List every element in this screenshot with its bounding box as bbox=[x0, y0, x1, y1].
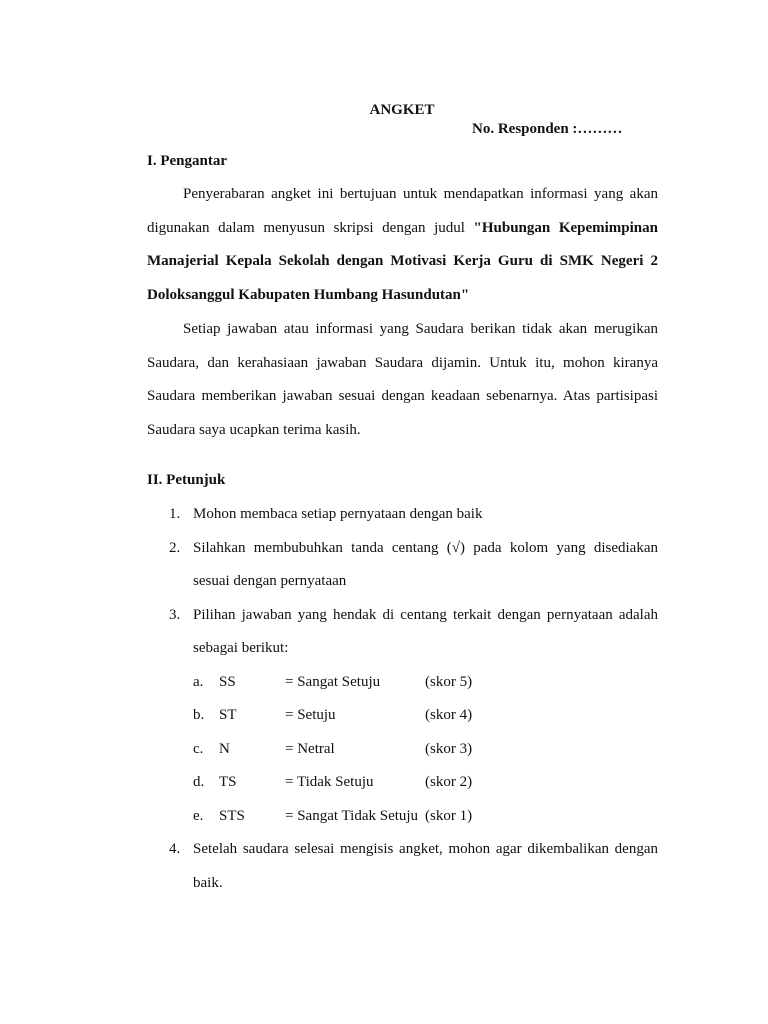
answer-option bbox=[193, 733, 658, 767]
list-item-text: Setelah saudara selesai mengisis angket, mohon agar dikembalikan dengan baik. bbox=[193, 841, 658, 891]
thesis-title: "Hubungan Kepemimpinan Manajerial Kepala Sekolah dengan Motivasi Kerja Guru di SMK Negeri 2 Doloksanggul Kabupaten Humbang Hasundutan" bbox=[147, 219, 658, 303]
list-item bbox=[147, 498, 658, 532]
option-code: ST bbox=[219, 707, 237, 723]
option-score: (skor 2) bbox=[425, 774, 473, 790]
option-letter: a. bbox=[193, 673, 204, 690]
list-item bbox=[147, 833, 658, 900]
option-letter: d. bbox=[193, 774, 205, 790]
list-item bbox=[147, 532, 658, 599]
answer-option bbox=[193, 766, 658, 800]
instruction-list bbox=[147, 498, 658, 900]
intro-text: Penyerabaran angket ini bertujuan untuk mendapatkan informasi yang akan digunakan dalam menyusun skripsi dengan judul bbox=[147, 186, 658, 236]
answer-options bbox=[193, 666, 658, 834]
list-number: 1. bbox=[169, 506, 181, 522]
option-meaning: = Sangat Tidak Setuju bbox=[285, 807, 419, 824]
option-score: (skor 4) bbox=[425, 707, 473, 723]
option-score: (skor 5) bbox=[425, 673, 473, 690]
option-letter: c. bbox=[193, 740, 204, 757]
confidentiality-paragraph: Setiap jawaban atau informasi yang Saudara berikan tidak akan merugikan Saudara, dan kerahasiaan jawaban Saudara dijamin. Untuk itu, mohon kiranya Saudara memberikan jawaban sesuai dengan keadaan sebenarnya. Atas partisipasi Saudara saya ucapkan terima kasih. bbox=[147, 321, 658, 438]
answer-option bbox=[193, 800, 658, 834]
list-item-text: Mohon membaca setiap pernyataan dengan baik bbox=[193, 506, 483, 522]
intro-paragraph bbox=[147, 178, 658, 312]
option-letter: b. bbox=[193, 707, 205, 723]
page-title: ANGKET bbox=[369, 102, 435, 118]
option-letter: e. bbox=[193, 807, 204, 824]
answer-option bbox=[193, 666, 658, 700]
option-meaning: = Netral bbox=[285, 740, 335, 757]
option-score: (skor 1) bbox=[425, 807, 473, 824]
option-meaning: = Setuju bbox=[285, 707, 336, 723]
list-number: 2. bbox=[169, 539, 181, 556]
list-item bbox=[147, 599, 658, 834]
option-meaning: = Sangat Setuju bbox=[285, 673, 381, 690]
section-heading-petunjuk: II. Petunjuk bbox=[147, 472, 226, 488]
option-code: SS bbox=[219, 673, 236, 690]
option-code: N bbox=[219, 740, 230, 757]
section-heading-pengantar: I. Pengantar bbox=[147, 153, 227, 169]
option-meaning: = Tidak Setuju bbox=[285, 774, 374, 790]
list-number: 4. bbox=[169, 841, 181, 857]
option-code: TS bbox=[219, 774, 237, 790]
option-score: (skor 3) bbox=[425, 740, 473, 757]
answer-option bbox=[193, 699, 658, 733]
list-number: 3. bbox=[169, 606, 181, 623]
respondent-number-field: No. Responden :……… bbox=[472, 121, 623, 137]
option-code: STS bbox=[219, 807, 245, 824]
list-item-text: Pilihan jawaban yang hendak di centang terkait dengan pernyataan adalah sebagai berikut: bbox=[193, 606, 658, 656]
list-item-text: Silahkan membubuhkan tanda centang (√) pada kolom yang disediakan sesuai dengan pernyataan bbox=[193, 539, 658, 589]
